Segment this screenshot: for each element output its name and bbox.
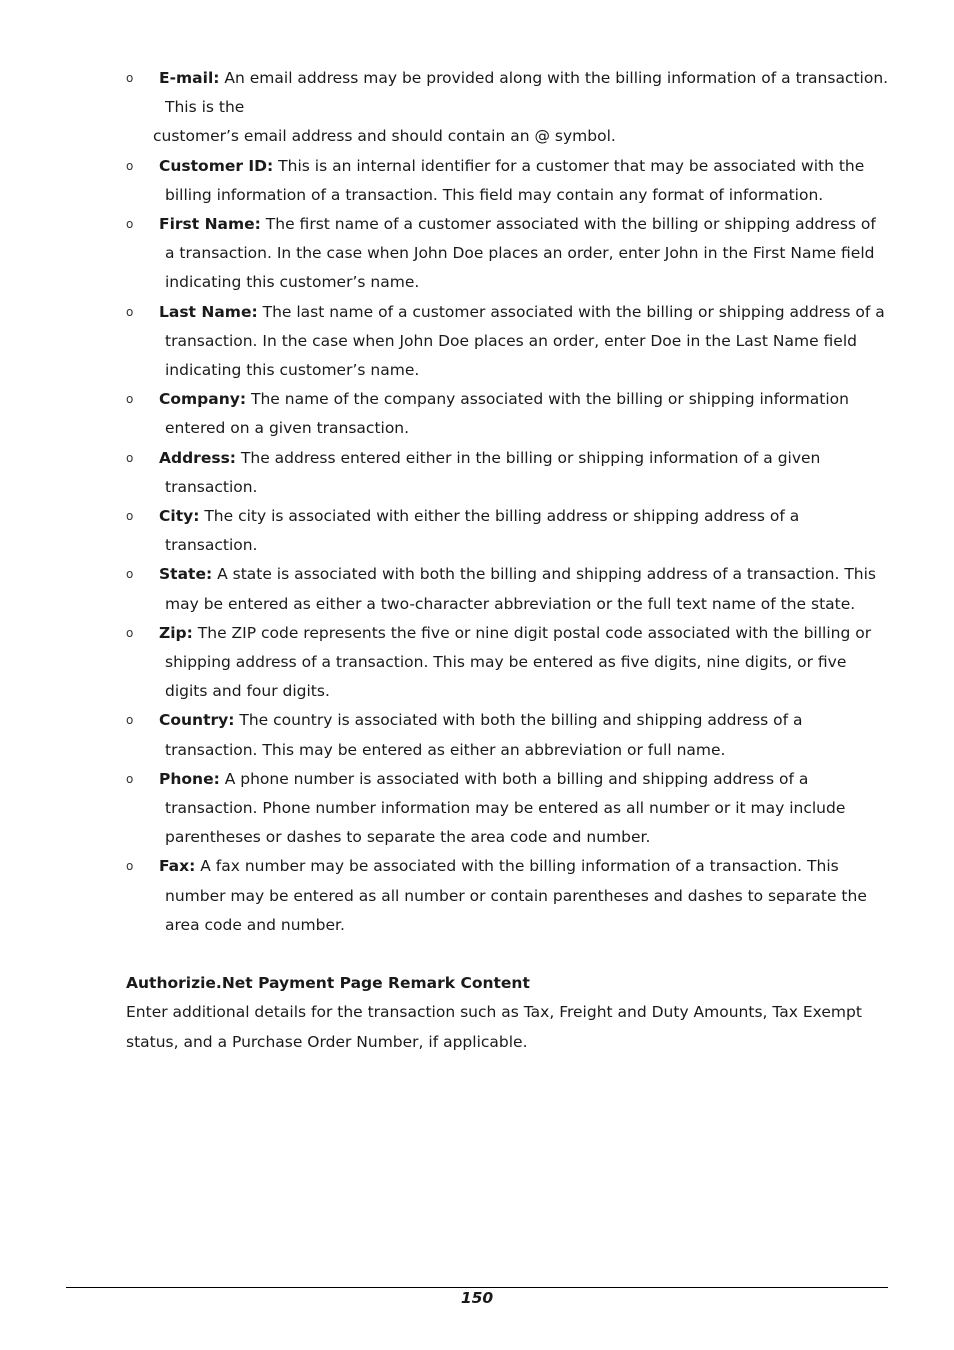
list-item-body	[159, 765, 890, 853]
field-description: A state is associated with both the billing and shipping address of a transaction. This may be entered as either a two-character abbreviation or the full text name of the state.	[165, 565, 876, 613]
list-item-address	[126, 444, 890, 502]
bullet-marker: o	[126, 158, 134, 173]
list-item-state	[126, 560, 890, 618]
field-description: The address entered either in the billing or shipping information of a given transaction.	[165, 448, 821, 496]
field-term: Customer ID:	[159, 156, 274, 175]
field-term: Address:	[159, 448, 236, 467]
field-term: Fax:	[159, 857, 196, 876]
list-item-body	[159, 385, 890, 443]
list-item-company	[126, 385, 890, 443]
bullet-marker: o	[126, 71, 134, 85]
bullet-marker: o	[126, 713, 134, 728]
field-description: The country is associated with both the billing and shipping address of a transaction. This may be entered as either an abbreviation or full name.	[165, 711, 803, 759]
section-heading: Authorizie.Net Payment Page Remark Content	[126, 974, 530, 992]
list-item-email	[126, 64, 890, 152]
list-item-country	[126, 706, 890, 764]
field-definition-list	[126, 64, 890, 940]
field-description: A phone number is associated with both a billing and shipping address of a transaction. Phone number information may be entered as all number or it may include parentheses or dashes to separate the area code and number.	[165, 769, 846, 847]
field-description: The last name of a customer associated with the billing or shipping address of a transaction. In the case when John Doe places an order, enter Doe in the Last Name field indicating this customer’s name.	[165, 302, 885, 380]
list-item-body	[159, 444, 890, 502]
remark-content-section	[126, 969, 890, 1057]
field-term: First Name:	[159, 215, 261, 234]
page-number: 150	[460, 1289, 494, 1307]
field-term: Country:	[159, 711, 235, 730]
list-item-body	[159, 210, 890, 298]
field-description: The city is associated with either the billing address or shipping address of a transaction.	[165, 507, 800, 555]
list-item-last-name	[126, 298, 890, 386]
field-description: The name of the company associated with the billing or shipping information entered on a given transaction.	[165, 390, 849, 438]
field-term: E-mail:	[159, 69, 220, 87]
list-item-fax	[126, 852, 890, 940]
field-description: This is an internal identifier for a customer that may be associated with the billing information of a transaction. This field may contain any format of information.	[165, 156, 865, 204]
list-item-first-name	[126, 210, 890, 298]
field-term: City:	[159, 507, 200, 526]
field-term: State:	[159, 565, 213, 584]
list-item-body	[159, 298, 890, 386]
list-item-body	[159, 852, 890, 940]
list-item-zip	[126, 619, 890, 707]
bullet-marker: o	[126, 450, 134, 465]
bullet-marker: o	[126, 392, 134, 407]
field-term: Phone:	[159, 769, 220, 788]
list-item-phone	[126, 765, 890, 853]
bullet-marker: o	[126, 304, 134, 319]
field-term: Company:	[159, 390, 247, 409]
section-paragraph: Enter additional details for the transaction such as Tax, Freight and Duty Amounts, Tax Exempt status, and a Purchase Order Number, if applicable.	[126, 1003, 862, 1051]
list-item-body	[159, 152, 890, 210]
list-item-body	[159, 706, 890, 764]
bullet-marker: o	[126, 625, 134, 640]
list-item-customer-id	[126, 152, 890, 210]
list-item-body	[159, 502, 890, 560]
list-item-body	[159, 560, 890, 618]
field-description: The first name of a customer associated with the billing or shipping address of a transaction. In the case when John Doe places an order, enter John in the First Name field indicating this customer’s name.	[165, 215, 876, 292]
field-description: An email address may be provided along with the billing information of a transaction. This is the	[165, 69, 889, 117]
bullet-marker: o	[126, 771, 134, 786]
field-term: Last Name:	[159, 302, 258, 321]
field-description: The ZIP code represents the five or nine digit postal code associated with the billing or shipping address of a transaction. This may be entered as five digits, nine digits, or five digits and four digits.	[165, 623, 872, 701]
list-item-city	[126, 502, 890, 560]
bullet-marker: o	[126, 859, 134, 874]
field-description: A fax number may be associated with the billing information of a transaction. This number may be entered as all number or contain parentheses and dashes to separate the area code and number.	[165, 857, 867, 934]
bullet-marker: o	[126, 509, 134, 524]
list-item-body	[159, 619, 890, 707]
field-term: Zip:	[159, 623, 193, 642]
field-description-continued: customer’s email address and should contain an @ symbol.	[153, 127, 616, 146]
list-item-body	[159, 64, 890, 122]
bullet-marker: o	[126, 217, 134, 232]
bullet-marker: o	[126, 567, 134, 582]
